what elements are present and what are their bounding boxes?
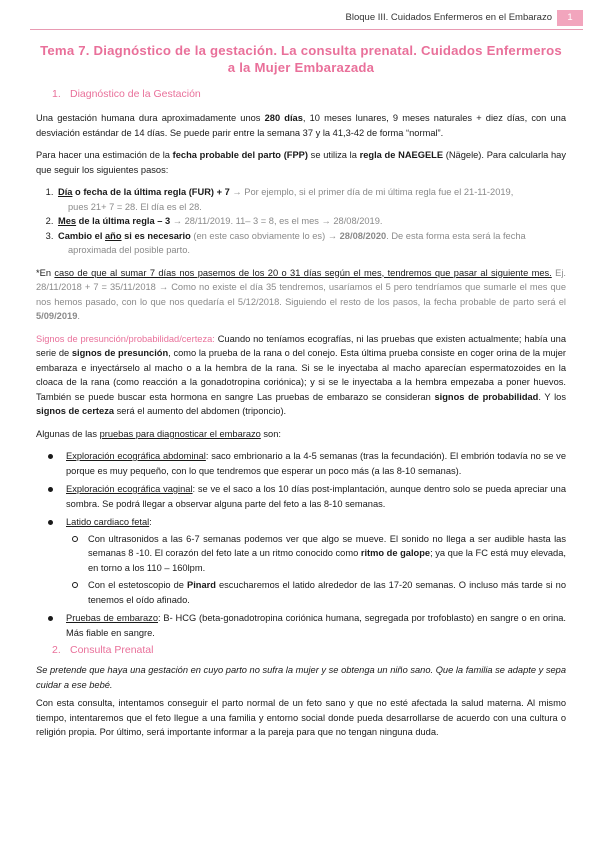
naegele-steps-list bbox=[36, 185, 566, 258]
list-item: 2. Mes de la última regla – 3 → 28/11/2019. 11– 3 = 8, es el mes → 28/08/2019. bbox=[56, 214, 566, 229]
paragraph-tests-intro: Algunas de las pruebas para diagnosticar el embarazo son: bbox=[36, 428, 281, 439]
list-item: Con ultrasonidos a las 6-7 semanas podemos ver que algo se mueve. El sonido no llega a ser audible hasta las semanas 8 -10. El corazón del feto late a un ritmo conocido como ritmo de galope; ya que la FC está muy elevada, en torno a los 110 – 160lpm. bbox=[66, 532, 566, 576]
section-number: 1. bbox=[52, 88, 61, 100]
section-title: Consulta Prenatal bbox=[70, 644, 154, 656]
section-heading-1 bbox=[52, 88, 566, 101]
section-title: Diagnóstico de la Gestación bbox=[70, 88, 201, 100]
circle-bullet-icon bbox=[72, 536, 78, 542]
list-item: Exploración ecográfica vaginal: se ve el saco a los 10 días post-implantación, aunque dentro solo se pueda apreciar una sombra. Se podrá llegar a observar alguna parte del feto a las 8-10 semanas. bbox=[36, 482, 566, 511]
list-item: 3. Cambio el año si es necesario (en este caso obviamente lo es) → 28/08/2020. De esta forma esta será la fecha aproximada del posible parto. bbox=[56, 229, 566, 258]
list-item: Latido cardiaco fetal: Con ultrasonidos a las 6-7 semanas podemos ver que algo se mueve. El sonido no llega a ser audible hasta las semanas 8 -10. El corazón del feto late a un ritmo conocido como ritmo de galope; ya que la FC está muy elevada, en torno a los 110 – 160lpm. Con el estetoscopio de Pinard escucharemos el latido alrededor de las 17-20 semanas. O incluso más tarde si no tenemos el oído afinado. bbox=[36, 515, 566, 607]
paragraph-prenatal-consult: Con esta consulta, intentamos conseguir el parto normal de un feto sano y que no esté afectada la salud materna. Al mismo tiempo, intentaremos que el feto llegue a una familia y entorno social donde pueda desarrollarse de acuerdo con una cultura o religión propia. Por último, será importante informar a la pareja para que no tengan ninguna duda. bbox=[36, 698, 566, 737]
section-number: 2. bbox=[52, 644, 61, 656]
section-heading-2 bbox=[52, 644, 566, 657]
paragraph-prenatal-goal: Se pretende que haya una gestación en cuyo parto no sufra la mujer y se obtenga un niño sano. Que la familia se adapte y sepa cuidar a ese bebé. bbox=[36, 665, 566, 690]
list-item: Pruebas de embarazo: B- HCG (beta-gonadotropina coriónica humana, segregada por trofoblasto) en sangre o en orina. Más fiable en sangre. bbox=[36, 611, 566, 640]
paragraph-gestation-length: Una gestación humana dura aproximadamente unos 280 días, 10 meses lunares, 9 meses naturales + diez días, con una desviación estándar de 14 días. Se puede parir entre la semana 37 y la 41,3-42 de forma “normal”. bbox=[36, 113, 566, 138]
page-number-badge: 1 bbox=[557, 10, 583, 26]
page-header bbox=[0, 10, 600, 30]
bullet-icon bbox=[48, 487, 53, 492]
bullet-icon bbox=[48, 454, 53, 459]
document-body bbox=[36, 42, 566, 748]
document-title: Tema 7. Diagnóstico de la gestación. La consulta prenatal. Cuidados Enfermeros a la Mujer Embarazada bbox=[40, 43, 562, 75]
paragraph-date-note: *En caso de que al sumar 7 días nos pasemos de los 20 o 31 días según el mes, tendremos que pasar al siguiente mes. Ej. 28/11/2018 + 7 = 35/11/2018 → Como no existe el día 35 tendremos, usaríamos el 5 pero tendríamos que sumarle el mes que nos hemos pasado, con lo que nos quedaría el 5/12/2018. Siguiendo el resto de los pasos, la fecha probable de parto será el 5/09/2019. bbox=[36, 267, 566, 321]
paragraph-naegele-intro: Para hacer una estimación de la fecha probable del parto (FPP) se utiliza la regla de NAEGELE (Nägele). Para calcularla hay que seguir los siguientes pasos: bbox=[36, 150, 567, 175]
bullet-icon bbox=[48, 616, 53, 621]
list-item: Exploración ecográfica abdominal: saco embrionario a la 4-5 semanas (tras la fecundación). El embrión todavía no se ve porque es muy pequeño, con lo que tendremos que esperar un poco más (a las 8-10 semanas). bbox=[36, 449, 566, 478]
bullet-icon bbox=[48, 520, 53, 525]
circle-bullet-icon bbox=[72, 582, 78, 588]
list-item: Con el estetoscopio de Pinard escucharemos el latido alrededor de las 17-20 semanas. O incluso más tarde si no tenemos el oído afinado. bbox=[66, 578, 566, 607]
list-item: 1. Día o fecha de la última regla (FUR) + 7 → Por ejemplo, si el primer día de mi última regla fue el 21-11-2019, pues 21+ 7 = 28. El día es el 28. bbox=[56, 185, 566, 214]
heartbeat-sublist bbox=[66, 532, 566, 608]
header-divider bbox=[30, 29, 583, 30]
diagnostic-tests-list bbox=[36, 449, 566, 640]
paragraph-signs: Signos de presunción/probabilidad/certeza: Cuando no teníamos ecografías, ni las pruebas que existen actualmente; había una serie de signos de presunción, como la prueba de la rana o del conejo. Esta última prueba consiste en coger orina de la mujer embaraza e inyectárselo al macho o a la hembra de la rana. Si se le inyectaba al macho aparecían espermatozoides en la cloaca de la rana (como reacción a la gonadotropina coriónica); y si se le inyectaba a la hembra empezaba a poner huevos. También se puede buscar esta hormona en sangre Las pruebas de embarazo se consideran signos de probabilidad. Y los signos de certeza será el aumento del abdomen (triponcio). bbox=[36, 333, 566, 416]
header-title: Bloque III. Cuidados Enfermeros en el Embarazo bbox=[345, 12, 552, 23]
